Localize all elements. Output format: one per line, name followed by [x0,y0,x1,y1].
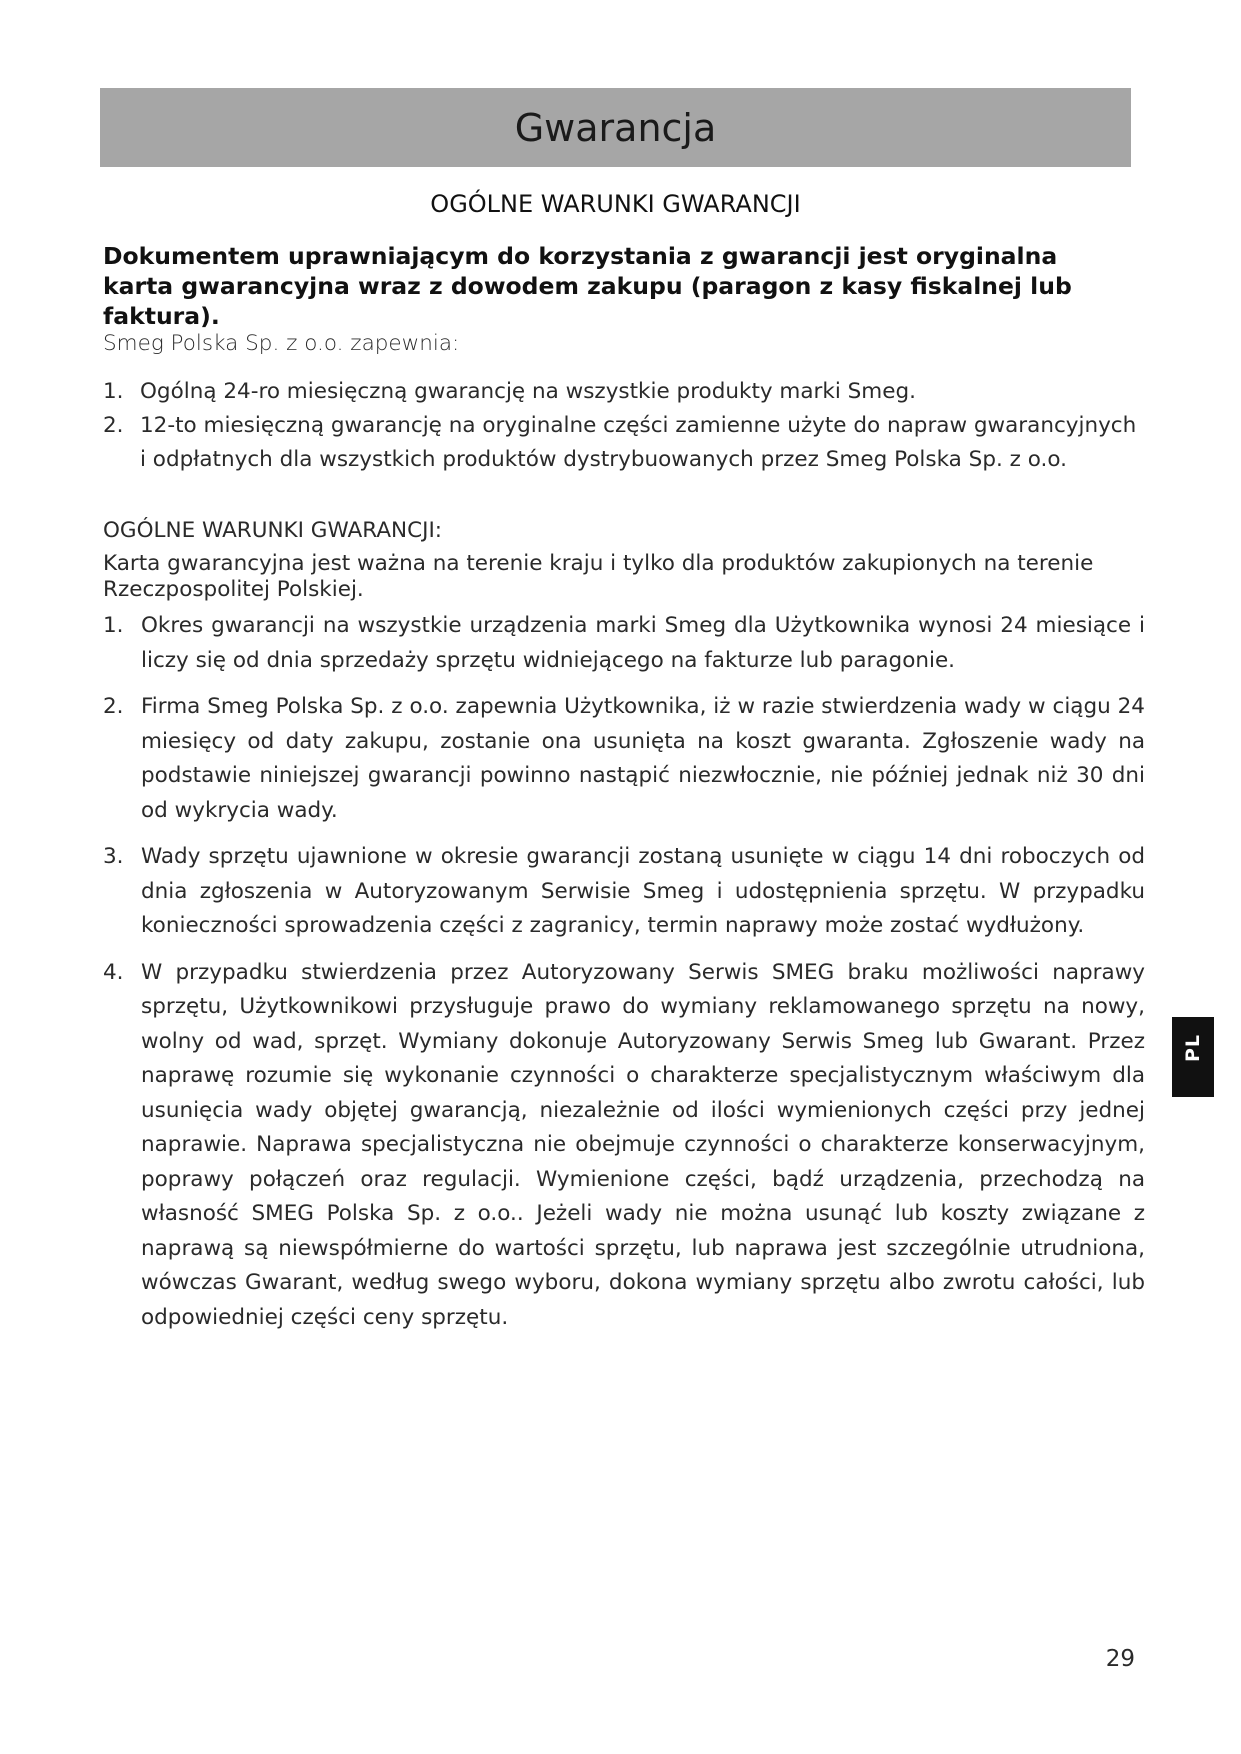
list-item-number: 2. [103,413,124,438]
list-item-text: W przypadku stwierdzenia przez Autoryzowany Serwis SMEG braku możliwości naprawy sprzętu, Użytkownikowi przysługuje prawo do wymiany reklamowanego sprzętu na nowy, wolny od wad, sprzęt. Wymiany dokonuje Autoryzowany Serwis Smeg lub Gwarant. Przez naprawę rozumie się wykonanie czynności o charakterze specjalistycznym właściwym dla usunięcia wady objętej gwarancją, niezależnie od ilości wymienionych części przy jednej naprawie. Naprawa specjalistyczna nie obejmuje czynności o charakterze konserwacyjnym, poprawy połączeń oraz regulacji. Wymienione części, bądź urządzenia, przechodzą na własność SMEG Polska Sp. z o.o.. Jeżeli wady nie można usunąć lub koszty związane z naprawą są niewspółmierne do wartości sprzętu, lub naprawa jest szczególnie utrudniona, wówczas Gwarant, według swego wyboru, dokona wymiany sprzętu albo zwrotu całości, lub odpowiedniej części ceny sprzętu. [141,959,1145,1330]
list-item [103,840,1145,944]
title-bar [100,88,1131,167]
list-item [103,409,1143,477]
page-number: 29 [1105,1646,1135,1672]
list-item-text: Okres gwarancji na wszystkie urządzenia marki Smeg dla Użytkownika wynosi 24 miesiące i liczy się od dnia sprzedaży sprzętu widniejącego na fakturze lub paragonie. [141,613,1145,673]
list-item-text: Ogólną 24-ro miesięczną gwarancję na wszystkie produkty marki Smeg. [140,379,916,404]
list-item-number: 3. [103,844,124,869]
section-heading: OGÓLNE WARUNKI GWARANCJI [430,190,801,218]
list-item-number: 1. [103,379,124,404]
list-item [103,609,1145,678]
validity-text: Karta gwarancyjna jest ważna na terenie kraju i tylko dla produktów zakupionych na terenie Rzeczpospolitej Polskiej. [103,551,1094,602]
list-item-text: 12-to miesięczną gwarancję na oryginalne części zamienne użyte do napraw gwarancyjnych i odpłatnych dla wszystkich produktów dystrybuowanych przez Smeg Polska Sp. z o.o. [140,413,1137,472]
language-tab-label: PL [1181,1033,1204,1063]
language-tab [1172,1017,1214,1097]
intro-paragraph: Dokumentem uprawniającym do korzystania z gwarancji jest oryginalna karta gwarancyjna wraz z dowodem zakupu (paragon z kasy fiskalnej lub faktura). [103,242,1072,330]
page-title: Gwarancja [514,105,717,150]
list-item-number: 2. [103,694,124,719]
list-item-number: 1. [103,613,124,638]
general-conditions-heading: OGÓLNE WARUNKI GWARANCJI: [103,518,443,543]
list-item-text: Firma Smeg Polska Sp. z o.o. zapewnia Użytkownika, iż w razie stwierdzenia wady w ciągu 24 miesięcy od daty zakupu, zostanie ona usunięta na koszt gwaranta. Zgłoszenie wady na podstawie niniejszej gwarancji powinno nastąpić niezwłocznie, nie później jednak niż 30 dni od wykrycia wady. [141,694,1145,823]
list-item [103,375,1143,409]
list-item-number: 4. [103,959,124,985]
list-item [103,956,1145,1336]
conditions-list [103,609,1145,1347]
provider-intro: Smeg Polska Sp. z o.o. zapewnia: [103,331,460,356]
provider-list [103,375,1143,477]
list-item-text: Wady sprzętu ujawnione w okresie gwarancji zostaną usunięte w ciągu 14 dni roboczych od dnia zgłoszenia w Autoryzowanym Serwisie Smeg i udostępnienia sprzętu. W przypadku konieczności sprowadzenia części z zagranicy, termin naprawy może zostać wydłużony. [141,844,1145,938]
list-item [103,690,1145,828]
